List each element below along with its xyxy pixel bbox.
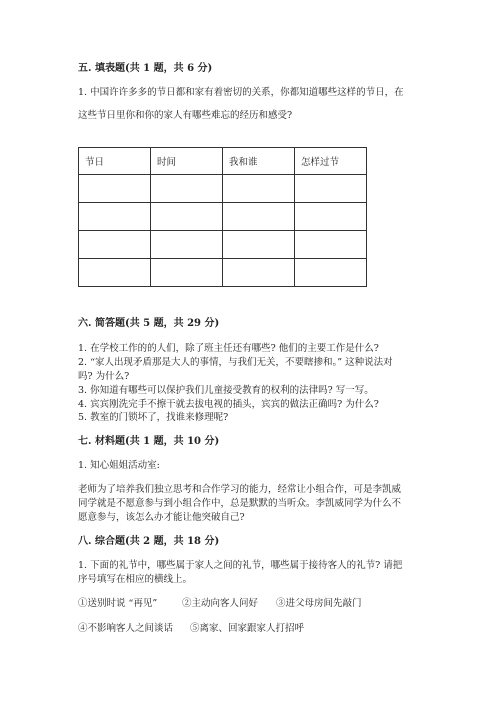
table-cell[interactable] bbox=[151, 203, 223, 231]
table-cell[interactable] bbox=[295, 231, 367, 259]
section5-question-line2: 这些节日里你和你的家人有哪些难忘的经历和感受? bbox=[78, 110, 293, 121]
option-item: ⑤离家、回家跟家人打招呼 bbox=[190, 623, 305, 634]
section8-question-line1: 1. 下面的礼节中，哪些属于家人之间的礼节，哪些属于接待客人的礼节? 请把 bbox=[78, 560, 403, 571]
table-cell[interactable] bbox=[295, 203, 367, 231]
section6-line: 3. 你知道有哪些可以保护我们儿童接受教育的权利的法律吗? 写一写。 bbox=[78, 385, 374, 396]
table-cell[interactable] bbox=[223, 259, 295, 287]
section6-line: 吗? 为什么? bbox=[78, 371, 130, 382]
table-header-cell: 怎样过节 bbox=[295, 148, 367, 175]
table-cell[interactable] bbox=[223, 175, 295, 203]
section7-question: 1. 知心姐姐活动室: bbox=[78, 460, 160, 471]
table-cell[interactable] bbox=[79, 259, 151, 287]
section5-heading: 五. 填表题(共 1 题，共 6 分) bbox=[78, 63, 213, 74]
table-cell[interactable] bbox=[223, 203, 295, 231]
section6-line: 2. “家人出现矛盾那是大人的事情，与我们无关，不要瞎掺和。” 这种说法对 bbox=[78, 357, 393, 368]
section6-line: 1. 在学校工作的的人们，除了班主任还有哪些? 他们的主要工作是什么? bbox=[78, 343, 379, 354]
festival-table bbox=[78, 147, 367, 287]
section6-heading: 六. 简答题(共 5 题，共 29 分) bbox=[78, 318, 220, 329]
table-cell[interactable] bbox=[151, 175, 223, 203]
section7-passage-line: 愿意参与，该怎么办才能让他突破自己? bbox=[78, 512, 245, 523]
option-item: ④不影响客人之间谈话 bbox=[78, 623, 174, 634]
table-cell[interactable] bbox=[295, 175, 367, 203]
option-item: ①送别时说 “再见” bbox=[78, 598, 158, 609]
section6-line: 5. 教室的门锁坏了，找谁来修理呢? bbox=[78, 412, 229, 423]
table-cell[interactable] bbox=[79, 231, 151, 259]
option-item: ②主动向客人问好 bbox=[182, 598, 259, 609]
table-cell[interactable] bbox=[151, 231, 223, 259]
table-header-cell: 时间 bbox=[151, 148, 223, 175]
table-cell[interactable] bbox=[295, 259, 367, 287]
table-header-row bbox=[79, 148, 367, 175]
table-header-cell: 我和谁 bbox=[223, 148, 295, 175]
section7-heading: 七. 材料题(共 1 题，共 10 分) bbox=[78, 436, 220, 447]
section5-question-line1: 1. 中国许许多多的节日都和家有着密切的关系，你都知道哪些这样的节日，在 bbox=[78, 87, 404, 98]
section7-passage-line: 老师为了培养我们独立思考和合作学习的能力，经常让小组合作，可是李凯威 bbox=[78, 484, 402, 495]
table-cell[interactable] bbox=[79, 203, 151, 231]
option-item: ③进父母房间先敲门 bbox=[276, 598, 362, 609]
table-row bbox=[79, 259, 367, 287]
section7-passage-line: 同学就是不愿意参与到小组合作中，总是默默的当听众。李凯威同学为什么不 bbox=[78, 498, 402, 509]
table-header-cell: 节日 bbox=[79, 148, 151, 175]
table-row bbox=[79, 231, 367, 259]
table-cell[interactable] bbox=[79, 175, 151, 203]
table-cell[interactable] bbox=[223, 231, 295, 259]
section8-question-line2: 序号填写在相应的横线上。 bbox=[78, 574, 193, 585]
section6-line: 4. 宾宾刚洗完手不擦干就去拔电视的插头，宾宾的做法正确吗? 为什么? bbox=[78, 399, 379, 410]
table-row bbox=[79, 203, 367, 231]
table-cell[interactable] bbox=[151, 259, 223, 287]
table-row bbox=[79, 175, 367, 203]
section8-heading: 八. 综合题(共 2 题，共 18 分) bbox=[78, 536, 220, 547]
